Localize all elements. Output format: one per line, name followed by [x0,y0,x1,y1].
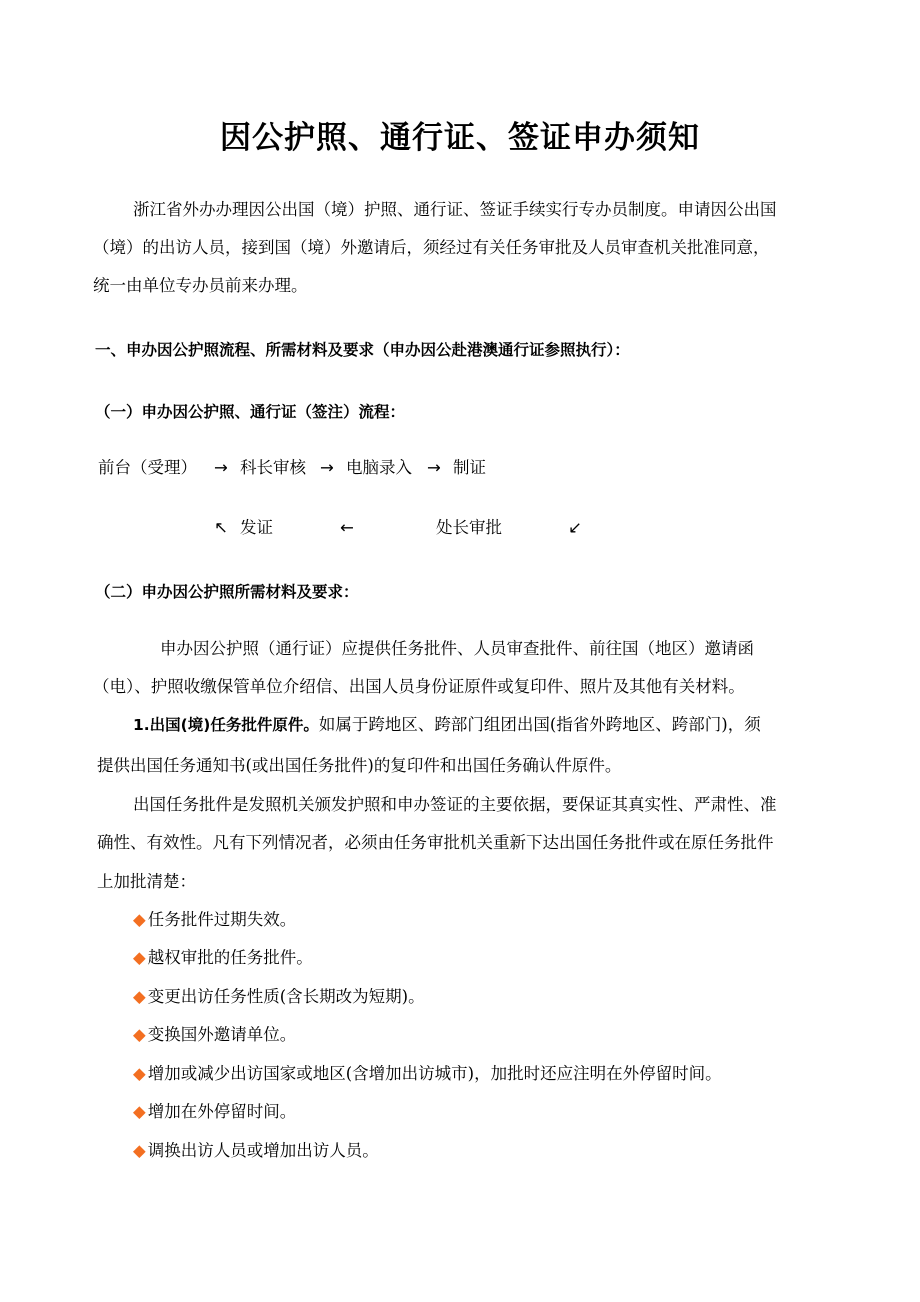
item-1-line-1 [133,715,761,735]
arrow-up-left-icon: ↖ [214,518,228,537]
flow-step-section-chief-review: 科长审核 [240,458,306,477]
item-1-text: 如属于跨地区、跨部门组团出国(指省外跨地区、跨部门)，须 [318,715,761,734]
page-title: 因公护照、通行证、签证申办须知 [220,120,700,156]
flow-step-issue: 发证 [240,518,273,537]
item-1-label: 1.出国(境)任务批件原件。 [133,716,319,734]
materials-line-1: 申办因公护照（通行证）应提供任务批件、人员审查批件、前往国（地区）邀请函 [160,639,754,658]
diamond-bullet-icon: ◆ [133,910,146,929]
basis-line-1: 出国任务批件是发照机关颁发护照和申办签证的主要依据，要保证其真实性、严肃性、准 [133,795,777,814]
arrow-right-icon: → [427,458,441,477]
basis-line-3: 上加批清楚： [97,872,196,891]
item-1-line-2: 提供出国任务通知书(或出国任务批件)的复印件和出国任务确认件原件。 [97,756,622,775]
subsection-2-heading: （二）申办因公护照所需材料及要求： [95,583,359,601]
arrow-down-left-icon: ↙ [568,518,582,537]
list-item: ◆ 增加或减少出访国家或地区(含增加出访城市)，加批时还应注明在外停留时间。 [133,1064,722,1083]
section-1-heading: 一、申办因公护照流程、所需材料及要求（申办因公赴港澳通行证参照执行）： [95,341,630,359]
diamond-bullet-icon: ◆ [133,1025,146,1044]
intro-line-2: （境）的出访人员，接到国（境）外邀请后，须经过有关任务审批及人员审查机关批准同意， [93,238,770,257]
diamond-bullet-icon: ◆ [133,1102,146,1121]
diamond-bullet-icon: ◆ [133,948,146,967]
list-item: ◆ 任务批件过期失效。 [133,910,297,929]
flow-step-production: 制证 [453,458,486,477]
subsection-1-heading: （一）申办因公护照、通行证（签注）流程： [95,403,406,421]
diamond-bullet-icon: ◆ [133,1141,146,1160]
intro-line-3: 统一由单位专办员前来办理。 [93,276,308,295]
intro-line-1: 浙江省外办办理因公出国（境）护照、通行证、签证手续实行专办员制度。申请因公出国 [133,200,777,219]
basis-line-2: 确性、有效性。凡有下列情况者，必须由任务审批机关重新下达出国任务批件或在原任务批件 [97,833,774,852]
flow-step-director-approval: 处长审批 [436,518,502,537]
list-item: ◆ 变更出访任务性质(含长期改为短期)。 [133,987,425,1006]
diamond-bullet-icon: ◆ [133,987,146,1006]
materials-line-2: （电）、护照收缴保管单位介绍信、出国人员身份证原件或复印件、照片及其他有关材料。 [93,677,745,696]
arrow-right-icon: → [320,458,334,477]
list-item: ◆ 变换国外邀请单位。 [133,1025,297,1044]
flow-step-reception: 前台（受理） [98,458,197,477]
arrow-right-icon: → [214,458,228,477]
list-item: ◆ 调换出访人员或增加出访人员。 [133,1141,379,1160]
diamond-bullet-icon: ◆ [133,1064,146,1083]
list-item: ◆ 增加在外停留时间。 [133,1102,297,1121]
list-item: ◆ 越权审批的任务批件。 [133,948,313,967]
flow-step-computer-entry: 电脑录入 [346,458,412,477]
arrow-left-icon: ← [340,518,354,537]
